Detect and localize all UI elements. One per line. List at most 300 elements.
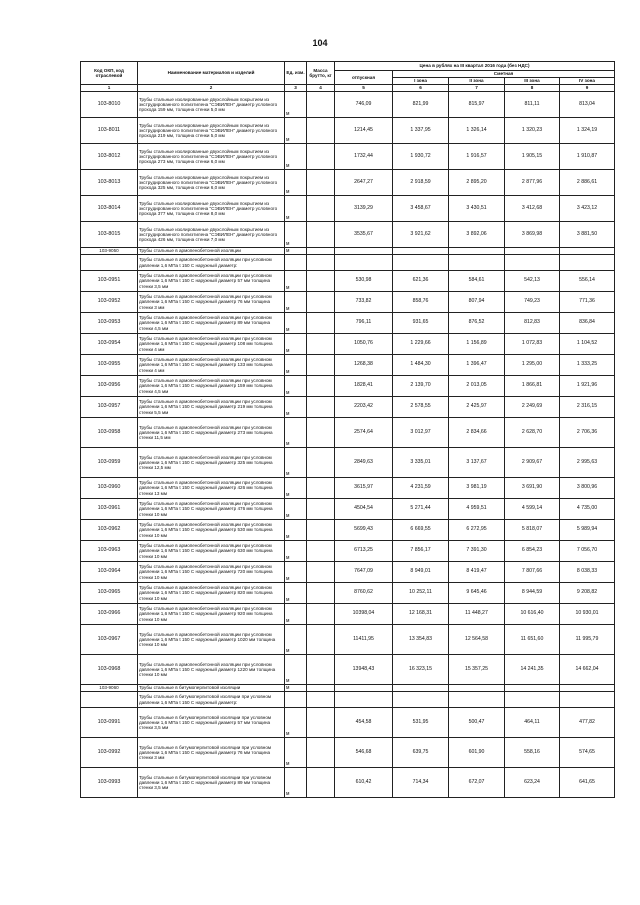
cell-unit: м	[285, 248, 307, 255]
cell-mass	[307, 499, 335, 520]
header-price-group: Цена в рублях на III квартал 2016 года (без НДС)	[335, 62, 615, 71]
cell-zone-3-price: 10 616,40	[505, 604, 560, 625]
table-row	[81, 541, 615, 562]
cell-name: Трубы стальные в армопенобетонной изоляции при условном давлении 1,6 МПа t 150 С наружный диаметр 530 мм толщина стенки 10 мм	[138, 520, 285, 541]
cell-release-price: 610,42	[335, 768, 393, 798]
cell-zone-4-price: 4 735,00	[560, 499, 615, 520]
cell-release-price: 8760,62	[335, 583, 393, 604]
cell-code: 103-0957	[81, 397, 138, 418]
cell-code: 103-0964	[81, 562, 138, 583]
cell-zone-1-price: 6 669,55	[393, 520, 449, 541]
cell-unit: м	[285, 271, 307, 292]
table-row	[81, 583, 615, 604]
cell-name: Трубы стальные изолированные двухслойным покрытием из экструдированного полиэтилена "СЭВИЛЕН" диаметр условного прохода 377 мм, толщина стенки 8,0 мм	[138, 196, 285, 222]
cell-zone-2-price: 584,61	[449, 271, 505, 292]
cell-release-price: 546,68	[335, 738, 393, 768]
cell-code: 103-8010	[81, 92, 138, 118]
cell-zone-1-price: 4 231,59	[393, 478, 449, 499]
table-row	[81, 692, 615, 708]
cell-unit: м	[285, 478, 307, 499]
cell-release-price: 454,58	[335, 708, 393, 738]
cell-zone-4-price: 5 989,94	[560, 520, 615, 541]
cell-release-price: 13948,43	[335, 655, 393, 685]
cell-zone-1-price: 2 139,70	[393, 376, 449, 397]
table-row	[81, 144, 615, 170]
header-mass: Масса брутто, кг	[307, 62, 335, 85]
cell-zone-1-price: 3 458,67	[393, 196, 449, 222]
cell-code: 103-0955	[81, 355, 138, 376]
cell-zone-4-price: 771,36	[560, 292, 615, 313]
cell-unit: м	[285, 768, 307, 798]
cell-zone-4-price: 813,04	[560, 92, 615, 118]
table-row	[81, 255, 615, 271]
cell-zone-4-price: 1 333,25	[560, 355, 615, 376]
cell-code: 103-8015	[81, 222, 138, 248]
cell-unit: м	[285, 196, 307, 222]
cell-zone-4-price: 9 208,82	[560, 583, 615, 604]
cell-code: 103-9050	[81, 248, 138, 255]
cell-zone-1-price: 531,95	[393, 708, 449, 738]
cell-release-price: 2647,27	[335, 170, 393, 196]
cell-zone-1-price: 1 484,30	[393, 355, 449, 376]
header-zone-3: III зона	[505, 78, 560, 85]
cell-name: Трубы стальные в армопенобетонной изоляции	[138, 248, 285, 255]
cell-zone-4-price: 10 930,01	[560, 604, 615, 625]
column-index: 2	[138, 85, 285, 92]
cell-zone-1-price	[393, 248, 449, 255]
cell-zone-4-price: 556,14	[560, 271, 615, 292]
table-row	[81, 738, 615, 768]
cell-zone-4-price: 8 038,33	[560, 562, 615, 583]
cell-zone-2-price: 3 137,67	[449, 448, 505, 478]
cell-zone-4-price: 2 886,61	[560, 170, 615, 196]
cell-zone-2-price: 2 425,97	[449, 397, 505, 418]
cell-zone-1-price: 639,75	[393, 738, 449, 768]
table-row	[81, 418, 615, 448]
cell-release-price: 3139,29	[335, 196, 393, 222]
table-row	[81, 271, 615, 292]
cell-release-price	[335, 248, 393, 255]
cell-release-price: 2203,42	[335, 397, 393, 418]
cell-code: 103-8014	[81, 196, 138, 222]
cell-code: 103-8011	[81, 118, 138, 144]
table-row	[81, 313, 615, 334]
cell-zone-3-price: 2 628,70	[505, 418, 560, 448]
column-index: 5	[335, 85, 393, 92]
cell-zone-3-price: 2 877,96	[505, 170, 560, 196]
cell-code: 103-0960	[81, 478, 138, 499]
cell-zone-2-price: 672,07	[449, 768, 505, 798]
cell-mass	[307, 738, 335, 768]
cell-zone-2-price: 3 430,51	[449, 196, 505, 222]
cell-unit: м	[285, 562, 307, 583]
cell-name: Трубы стальные в армопенобетонной изоляции при условном давлении 1,6 МПа t 150 С наружный диаметр 820 мм толщина стенки 10 мм	[138, 583, 285, 604]
cell-release-price	[335, 692, 393, 708]
cell-code: 103-0958	[81, 418, 138, 448]
cell-zone-4-price: 11 995,79	[560, 625, 615, 655]
cell-code: 103-0992	[81, 738, 138, 768]
cell-code: 103-0991	[81, 708, 138, 738]
cell-unit: м	[285, 738, 307, 768]
cell-unit: м	[285, 170, 307, 196]
cell-code: 103-0967	[81, 625, 138, 655]
cell-code: 103-9060	[81, 685, 138, 692]
cell-code: 103-0953	[81, 313, 138, 334]
cell-release-price: 1214,45	[335, 118, 393, 144]
cell-zone-3-price: 2 909,67	[505, 448, 560, 478]
cell-unit: м	[285, 583, 307, 604]
header-code: Код ОКП, код отраслевой	[81, 62, 138, 85]
cell-release-price: 3535,67	[335, 222, 393, 248]
cell-zone-4-price: 2 706,36	[560, 418, 615, 448]
cell-zone-3-price: 1 905,15	[505, 144, 560, 170]
cell-code: 103-0956	[81, 376, 138, 397]
cell-unit: м	[285, 625, 307, 655]
cell-release-price: 1050,76	[335, 334, 393, 355]
cell-code	[81, 255, 138, 271]
cell-zone-4-price: 1 910,87	[560, 144, 615, 170]
table-row	[81, 222, 615, 248]
cell-mass	[307, 170, 335, 196]
cell-code: 103-0961	[81, 499, 138, 520]
cell-unit: м	[285, 655, 307, 685]
header-zone-1: I зона	[393, 78, 449, 85]
cell-zone-1-price	[393, 255, 449, 271]
cell-zone-3-price: 6 854,23	[505, 541, 560, 562]
cell-zone-3-price: 558,16	[505, 738, 560, 768]
cell-zone-1-price: 3 335,01	[393, 448, 449, 478]
cell-zone-1-price: 931,65	[393, 313, 449, 334]
cell-zone-1-price: 714,34	[393, 768, 449, 798]
cell-code: 103-0966	[81, 604, 138, 625]
table-row	[81, 118, 615, 144]
cell-mass	[307, 583, 335, 604]
cell-mass	[307, 520, 335, 541]
table-row	[81, 92, 615, 118]
header-unit: Ед. изм.	[285, 62, 307, 85]
cell-release-price: 530,98	[335, 271, 393, 292]
cell-zone-1-price: 13 354,83	[393, 625, 449, 655]
cell-mass	[307, 292, 335, 313]
cell-name: Трубы стальные в армопенобетонной изоляции при условном давлении 1,6 МПа t 150 С наружный диаметр 108 мм толщина стенки 4 мм	[138, 334, 285, 355]
cell-code: 103-0952	[81, 292, 138, 313]
column-index: 8	[505, 85, 560, 92]
cell-mass	[307, 92, 335, 118]
cell-zone-2-price: 4 959,51	[449, 499, 505, 520]
cell-name: Трубы стальные в битумоперлитовой изоляции при условном давлении 1,6 МПа t 150 С наружный диаметр 76 мм толщина стенки 3 мм	[138, 738, 285, 768]
cell-mass	[307, 541, 335, 562]
table-row	[81, 708, 615, 738]
cell-zone-2-price: 601,90	[449, 738, 505, 768]
cell-name: Трубы стальные в армопенобетонной изоляции при условном давлении 1,6 МПа t 150 С наружный диаметр 159 мм толщина стенки 4,5 мм	[138, 376, 285, 397]
cell-mass	[307, 692, 335, 708]
cell-zone-4-price: 477,82	[560, 708, 615, 738]
cell-name: Трубы стальные в армопенобетонной изоляции при условном давлении 1,6 МПа t 150 С наружный диаметр 1220 мм толщина стенки 10 мм	[138, 655, 285, 685]
cell-zone-3-price: 542,13	[505, 271, 560, 292]
cell-zone-4-price: 3 423,12	[560, 196, 615, 222]
cell-unit: м	[285, 376, 307, 397]
cell-zone-2-price: 2 834,66	[449, 418, 505, 448]
cell-zone-3-price: 812,83	[505, 313, 560, 334]
cell-zone-2-price: 1 396,47	[449, 355, 505, 376]
cell-mass	[307, 334, 335, 355]
cell-zone-4-price: 2 316,15	[560, 397, 615, 418]
cell-mass	[307, 708, 335, 738]
cell-zone-2-price: 876,52	[449, 313, 505, 334]
cell-mass	[307, 562, 335, 583]
cell-name: Трубы стальные в армопенобетонной изоляции при условном давлении 1,6 МПа t 150 С наружный диаметр 426 мм толщина стенки 13 мм	[138, 478, 285, 499]
cell-release-price	[335, 255, 393, 271]
cell-zone-1-price: 10 252,11	[393, 583, 449, 604]
cell-name: Трубы стальные в битумоперлитовой изоляции при условном давлении 1,6 МПа t 150 С наружный диаметр 89 мм толщина стенки 3,5 мм	[138, 768, 285, 798]
cell-zone-4-price	[560, 255, 615, 271]
cell-name: Трубы стальные в армопенобетонной изоляции при условном давлении 1,6 МПа t 150 С наружный диаметр 920 мм толщина стенки 10 мм	[138, 604, 285, 625]
table-header	[81, 62, 615, 85]
cell-code: 103-0954	[81, 334, 138, 355]
cell-release-price: 2849,63	[335, 448, 393, 478]
cell-zone-1-price: 821,99	[393, 92, 449, 118]
cell-zone-2-price: 1 916,57	[449, 144, 505, 170]
cell-zone-4-price: 1 104,52	[560, 334, 615, 355]
column-index: 1	[81, 85, 138, 92]
cell-unit: м	[285, 418, 307, 448]
cell-name: Трубы стальные в армопенобетонной изоляции при условном давлении 1,6 МПа t 150 С наружный диаметр 476 мм толщина стенки 10 мм	[138, 499, 285, 520]
cell-zone-2-price: 1 326,14	[449, 118, 505, 144]
table-row	[81, 448, 615, 478]
cell-zone-4-price	[560, 248, 615, 255]
table-row	[81, 625, 615, 655]
cell-mass	[307, 397, 335, 418]
cell-code: 103-8013	[81, 170, 138, 196]
table-row	[81, 397, 615, 418]
cell-zone-1-price: 2 578,55	[393, 397, 449, 418]
cell-unit: м	[285, 355, 307, 376]
cell-zone-2-price	[449, 248, 505, 255]
cell-release-price: 4504,54	[335, 499, 393, 520]
cell-release-price: 10398,04	[335, 604, 393, 625]
price-table	[80, 61, 615, 798]
cell-zone-3-price: 464,11	[505, 708, 560, 738]
column-index-row	[81, 85, 615, 92]
cell-code: 103-0965	[81, 583, 138, 604]
cell-zone-3-price: 3 691,90	[505, 478, 560, 499]
cell-mass	[307, 313, 335, 334]
cell-release-price: 746,09	[335, 92, 393, 118]
column-index: 6	[393, 85, 449, 92]
cell-mass	[307, 604, 335, 625]
cell-unit	[285, 255, 307, 271]
cell-zone-1-price	[393, 692, 449, 708]
cell-zone-2-price: 3 892,06	[449, 222, 505, 248]
cell-zone-4-price	[560, 692, 615, 708]
cell-unit: м	[285, 292, 307, 313]
cell-release-price: 1268,38	[335, 355, 393, 376]
cell-release-price: 1732,44	[335, 144, 393, 170]
cell-code: 103-0959	[81, 448, 138, 478]
cell-unit: м	[285, 499, 307, 520]
column-index: 3	[285, 85, 307, 92]
cell-release-price: 2574,64	[335, 418, 393, 448]
cell-mass	[307, 685, 335, 692]
cell-zone-1-price: 7 856,17	[393, 541, 449, 562]
cell-name: Трубы стальные в армопенобетонной изоляции при условном давлении 1,6 МПа t 150 С наружный диаметр 76 мм толщина стенки 3 мм	[138, 292, 285, 313]
cell-mass	[307, 255, 335, 271]
table-row	[81, 562, 615, 583]
cell-mass	[307, 196, 335, 222]
table-row	[81, 768, 615, 798]
cell-zone-2-price: 2 895,20	[449, 170, 505, 196]
cell-zone-1-price: 16 323,15	[393, 655, 449, 685]
column-index: 7	[449, 85, 505, 92]
cell-zone-2-price: 8 419,47	[449, 562, 505, 583]
header-zone-2: II зона	[449, 78, 505, 85]
table-row	[81, 196, 615, 222]
cell-mass	[307, 478, 335, 499]
cell-zone-4-price: 3 881,50	[560, 222, 615, 248]
cell-zone-4-price: 1 921,96	[560, 376, 615, 397]
header-zone-4: IV зона	[560, 78, 615, 85]
cell-unit: м	[285, 520, 307, 541]
cell-release-price: 1828,41	[335, 376, 393, 397]
cell-zone-4-price: 2 995,63	[560, 448, 615, 478]
cell-zone-3-price: 8 944,59	[505, 583, 560, 604]
cell-zone-3-price: 623,24	[505, 768, 560, 798]
cell-zone-4-price: 1 324,19	[560, 118, 615, 144]
cell-zone-1-price: 1 337,95	[393, 118, 449, 144]
cell-zone-3-price: 1 295,00	[505, 355, 560, 376]
cell-zone-4-price: 574,65	[560, 738, 615, 768]
cell-zone-1-price: 621,36	[393, 271, 449, 292]
cell-release-price: 11411,95	[335, 625, 393, 655]
cell-name: Трубы стальные изолированные двухслойным покрытием из экструдированного полиэтилена "СЭВИЛЕН" диаметр условного прохода 219 мм, толщина стенки 5,0 мм	[138, 118, 285, 144]
cell-zone-3-price: 4 599,14	[505, 499, 560, 520]
cell-zone-3-price: 1 866,81	[505, 376, 560, 397]
cell-code: 103-8012	[81, 144, 138, 170]
cell-zone-3-price: 7 807,66	[505, 562, 560, 583]
cell-zone-2-price	[449, 685, 505, 692]
cell-mass	[307, 271, 335, 292]
table-row	[81, 499, 615, 520]
cell-release-price: 733,82	[335, 292, 393, 313]
table-row	[81, 170, 615, 196]
cell-zone-2-price: 1 156,89	[449, 334, 505, 355]
cell-zone-2-price: 3 981,19	[449, 478, 505, 499]
cell-zone-1-price: 3 921,62	[393, 222, 449, 248]
page-number: 104	[312, 38, 328, 48]
cell-zone-3-price: 1 320,23	[505, 118, 560, 144]
cell-zone-1-price: 2 918,59	[393, 170, 449, 196]
cell-unit: м	[285, 541, 307, 562]
cell-mass	[307, 768, 335, 798]
cell-zone-1-price: 5 271,44	[393, 499, 449, 520]
cell-zone-2-price: 500,47	[449, 708, 505, 738]
cell-mass	[307, 376, 335, 397]
table-row	[81, 520, 615, 541]
cell-zone-3-price: 1 072,83	[505, 334, 560, 355]
table-row	[81, 478, 615, 499]
cell-zone-3-price: 11 651,60	[505, 625, 560, 655]
cell-zone-3-price	[505, 692, 560, 708]
cell-zone-2-price: 807,94	[449, 292, 505, 313]
table-body	[81, 85, 615, 798]
table-row	[81, 685, 615, 692]
cell-zone-4-price: 14 662,04	[560, 655, 615, 685]
cell-unit: м	[285, 708, 307, 738]
table-row	[81, 355, 615, 376]
cell-unit: м	[285, 397, 307, 418]
cell-zone-2-price: 11 448,27	[449, 604, 505, 625]
cell-zone-1-price: 1 930,72	[393, 144, 449, 170]
cell-zone-1-price: 1 229,66	[393, 334, 449, 355]
cell-mass	[307, 625, 335, 655]
cell-name: Трубы стальные в армопенобетонной изоляции при условном давлении 1,6 МПа t 150 С наружный диаметр 325 мм толщина стенки 12,5 мм	[138, 448, 285, 478]
table-row	[81, 604, 615, 625]
cell-unit: м	[285, 604, 307, 625]
cell-unit: м	[285, 222, 307, 248]
cell-zone-3-price: 5 818,07	[505, 520, 560, 541]
cell-zone-3-price: 811,11	[505, 92, 560, 118]
cell-unit: м	[285, 92, 307, 118]
cell-zone-3-price	[505, 685, 560, 692]
cell-mass	[307, 448, 335, 478]
cell-release-price: 5699,43	[335, 520, 393, 541]
cell-name: Трубы стальные в армопенобетонной изоляции при условном давлении 1,6 МПа t 150 С наружный диаметр 133 мм толщина стенки 4 мм	[138, 355, 285, 376]
cell-mass	[307, 248, 335, 255]
cell-unit: м	[285, 448, 307, 478]
cell-zone-2-price: 6 272,95	[449, 520, 505, 541]
cell-code: 103-0968	[81, 655, 138, 685]
cell-release-price: 3615,97	[335, 478, 393, 499]
cell-zone-2-price	[449, 255, 505, 271]
column-index: 4	[307, 85, 335, 92]
cell-name: Трубы стальные в битумоперлитовой изоляции	[138, 685, 285, 692]
column-index: 9	[560, 85, 615, 92]
cell-zone-3-price	[505, 255, 560, 271]
cell-zone-3-price: 14 241,35	[505, 655, 560, 685]
cell-code: 103-0993	[81, 768, 138, 798]
table-row	[81, 655, 615, 685]
cell-name: Трубы стальные изолированные двухслойным покрытием из экструдированного полиэтилена "СЭВИЛЕН" диаметр условного прохода 159 мм, толщина стенки 5,0 мм	[138, 92, 285, 118]
cell-zone-4-price: 836,84	[560, 313, 615, 334]
cell-unit: м	[285, 334, 307, 355]
cell-name: Трубы стальные в армопенобетонной изоляции при условном давлении 1,6 МПа t 150 С наружный диаметр:	[138, 255, 285, 271]
cell-zone-2-price: 2 013,05	[449, 376, 505, 397]
cell-zone-3-price	[505, 248, 560, 255]
cell-mass	[307, 118, 335, 144]
cell-release-price: 796,11	[335, 313, 393, 334]
header-name: Наименование материалов и изделий	[138, 62, 285, 85]
cell-zone-2-price: 815,97	[449, 92, 505, 118]
cell-name: Трубы стальные в армопенобетонной изоляции при условном давлении 1,6 МПа t 150 С наружный диаметр 273 мм толщина стенки 11,5 мм	[138, 418, 285, 448]
cell-mass	[307, 144, 335, 170]
cell-zone-1-price	[393, 685, 449, 692]
cell-zone-4-price	[560, 685, 615, 692]
cell-zone-1-price: 858,76	[393, 292, 449, 313]
cell-unit	[285, 692, 307, 708]
cell-zone-2-price: 9 645,46	[449, 583, 505, 604]
cell-zone-1-price: 12 168,31	[393, 604, 449, 625]
table-row	[81, 376, 615, 397]
cell-zone-2-price	[449, 692, 505, 708]
cell-zone-3-price: 749,23	[505, 292, 560, 313]
cell-name: Трубы стальные изолированные двухслойным покрытием из экструдированного полиэтилена "СЭВИЛЕН" диаметр условного прохода 325 мм, толщина стенки 6,0 мм	[138, 170, 285, 196]
cell-mass	[307, 655, 335, 685]
cell-name: Трубы стальные в армопенобетонной изоляции при условном давлении 1,6 МПа t 150 С наружный диаметр 219 мм толщина стенки 5,5 мм	[138, 397, 285, 418]
cell-zone-3-price: 2 249,69	[505, 397, 560, 418]
cell-code: 103-0962	[81, 520, 138, 541]
cell-name: Трубы стальные в армопенобетонной изоляции при условном давлении 1,6 МПа t 150 С наружный диаметр 1020 мм толщина стенки 10 мм	[138, 625, 285, 655]
cell-zone-2-price: 12 564,58	[449, 625, 505, 655]
